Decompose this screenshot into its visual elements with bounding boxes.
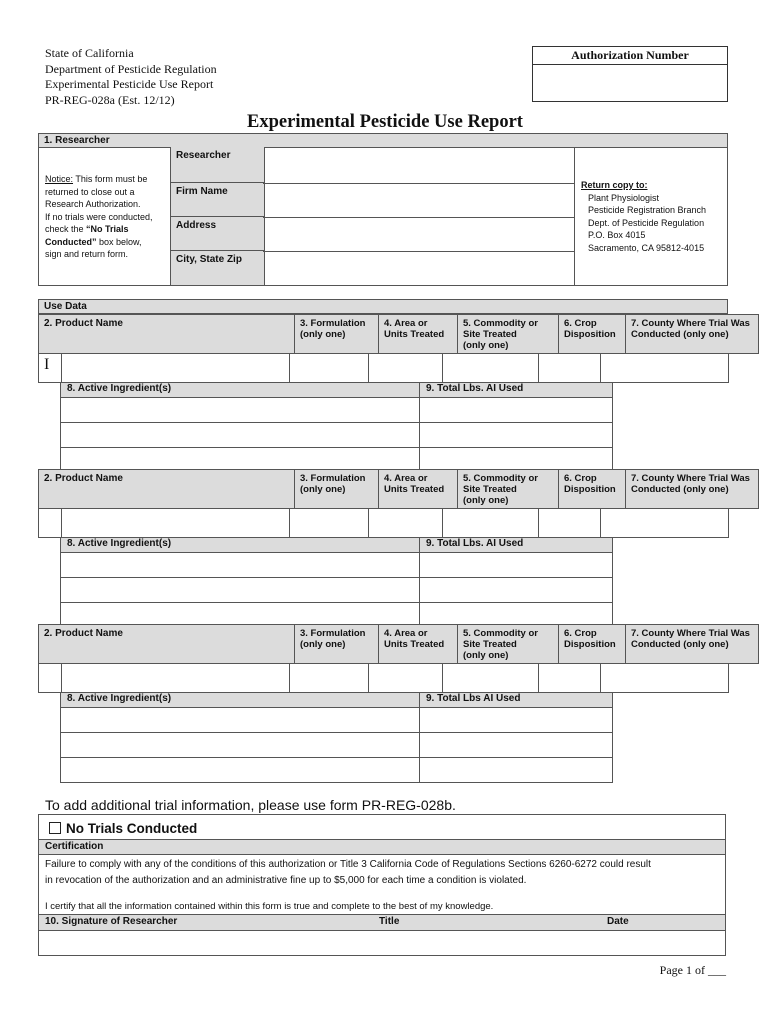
crop-header-line: Disposition	[564, 484, 616, 495]
signature-header	[39, 914, 725, 931]
formulation-header-line: 3. Formulation	[300, 473, 366, 484]
county-header	[626, 470, 759, 509]
form-title: Experimental Pesticide Use Report	[247, 112, 523, 132]
agency-header	[45, 46, 217, 108]
total-lbs-field[interactable]	[420, 553, 613, 578]
county-header	[626, 625, 759, 664]
active-ingredient-field[interactable]	[61, 423, 420, 448]
section-researcher-header: 1. Researcher	[38, 133, 728, 148]
product-name-header: 2. Product Name	[39, 315, 295, 354]
total-lbs-field[interactable]	[420, 758, 613, 783]
county-header-line: Conducted (only one)	[631, 639, 729, 650]
area-field[interactable]	[369, 509, 443, 538]
product-name-header: 2. Product Name	[39, 625, 295, 664]
authorization-number-label: Authorization Number	[533, 47, 727, 65]
product-name-field[interactable]	[62, 664, 290, 693]
commodity-header-line: Site Treated	[463, 484, 517, 495]
active-ingredient-table	[60, 382, 613, 473]
area-header-line: 4. Area or	[384, 318, 428, 329]
commodity-header	[458, 315, 559, 354]
commodity-header-line: (only one)	[463, 495, 509, 506]
crop-header-line: 6. Crop	[564, 628, 597, 639]
crop-disposition-header	[559, 470, 626, 509]
product-name-header: 2. Product Name	[39, 470, 295, 509]
cert-text-line: Failure to comply with any of the conditions of this authorization or Title 3 California Code of Regulations Sections 6260-6272 could result	[45, 859, 651, 870]
active-ingredient-field[interactable]	[61, 398, 420, 423]
city-state-zip-label: City, State Zip	[171, 251, 264, 285]
return-copy-address	[581, 179, 706, 254]
county-header-line: Conducted (only one)	[631, 329, 729, 340]
no-trials-label: No Trials Conducted	[66, 821, 198, 836]
address-field[interactable]	[263, 217, 574, 252]
signature-label: 10. Signature of Researcher	[45, 916, 178, 927]
county-header-line: Conducted (only one)	[631, 484, 729, 495]
total-lbs-field[interactable]	[420, 708, 613, 733]
formulation-header	[295, 315, 379, 354]
formulation-field[interactable]	[290, 509, 369, 538]
address-label: Address	[171, 217, 264, 251]
certification-section	[38, 814, 726, 956]
formulation-header-line: (only one)	[300, 484, 346, 495]
active-ingredient-header: 8. Active Ingredient(s)	[61, 693, 420, 708]
product-name-field[interactable]	[62, 509, 290, 538]
title-field[interactable]	[371, 930, 601, 955]
commodity-header-line: 5. Commodity or	[463, 473, 538, 484]
county-field[interactable]	[601, 664, 729, 693]
active-ingredient-field[interactable]	[61, 578, 420, 603]
product-header-row	[38, 624, 759, 664]
formulation-field[interactable]	[290, 354, 369, 383]
notice-line: box below,	[96, 236, 142, 247]
commodity-header-line: (only one)	[463, 340, 509, 351]
authorization-number-field[interactable]	[533, 65, 727, 103]
total-lbs-field[interactable]	[420, 423, 613, 448]
total-lbs-header: 9. Total Lbs. AI Used	[420, 383, 613, 398]
commodity-header-line: 5. Commodity or	[463, 318, 538, 329]
notice-bold: Conducted”	[45, 236, 97, 247]
formulation-header-line: (only one)	[300, 639, 346, 650]
return-line: P.O. Box 4015	[588, 230, 646, 240]
row-marker-cell	[39, 509, 62, 538]
return-line: Pesticide Registration Branch	[588, 205, 707, 215]
county-header-line: 7. County Where Trial Was	[631, 628, 750, 639]
notice-line: This form must be	[73, 174, 148, 184]
formulation-field[interactable]	[290, 664, 369, 693]
researcher-label: Researcher	[171, 147, 264, 183]
notice-line: Research Authorization.	[45, 199, 141, 209]
active-ingredient-field[interactable]	[61, 758, 420, 783]
no-trials-checkbox[interactable]	[49, 822, 61, 834]
commodity-header-line: Site Treated	[463, 639, 517, 650]
header-line: State of California	[45, 46, 134, 60]
formulation-header	[295, 625, 379, 664]
formulation-header-line: (only one)	[300, 329, 346, 340]
active-ingredient-table	[60, 537, 613, 628]
notice-heading: Notice:	[45, 174, 74, 184]
no-trials-row	[39, 815, 725, 840]
area-header-line: 4. Area or	[384, 473, 428, 484]
city-state-zip-field[interactable]	[263, 251, 574, 285]
firm-name-label: Firm Name	[171, 183, 264, 217]
authorization-number-box	[532, 46, 728, 102]
total-lbs-field[interactable]	[420, 578, 613, 603]
area-header-line: Units Treated	[384, 329, 445, 340]
crop-disposition-field[interactable]	[539, 509, 601, 538]
crop-header-line: Disposition	[564, 639, 616, 650]
certification-text	[45, 857, 721, 888]
formulation-header	[295, 470, 379, 509]
area-field[interactable]	[369, 354, 443, 383]
cert-text-line: in revocation of the authorization and an administrative fine up to $5,000 for each time a condition is violated.	[45, 874, 527, 886]
crop-disposition-field[interactable]	[539, 354, 601, 383]
total-lbs-header: 9. Total Lbs. AI Used	[420, 538, 613, 553]
return-line: Dept. of Pesticide Regulation	[588, 217, 705, 228]
additional-info-note: To add additional trial information, please use form PR-REG-028b.	[45, 797, 456, 813]
total-lbs-field[interactable]	[420, 398, 613, 423]
title-label: Title	[379, 916, 400, 927]
commodity-field[interactable]	[443, 354, 539, 383]
active-ingredient-header: 8. Active Ingredient(s)	[61, 383, 420, 398]
crop-disposition-header	[559, 315, 626, 354]
notice-line: returned to close out a	[45, 186, 135, 197]
area-header	[379, 470, 458, 509]
commodity-field[interactable]	[443, 664, 539, 693]
area-header	[379, 315, 458, 354]
area-header	[379, 625, 458, 664]
county-field[interactable]	[601, 509, 729, 538]
active-ingredient-field[interactable]	[61, 708, 420, 733]
crop-header-line: Disposition	[564, 329, 616, 340]
header-line: Department of Pesticide Regulation	[45, 61, 217, 76]
active-ingredient-header: 8. Active Ingredient(s)	[61, 538, 420, 553]
county-header-line: 7. County Where Trial Was	[631, 318, 750, 329]
product-input-row	[38, 353, 729, 383]
commodity-header	[458, 470, 559, 509]
notice-line: If no trials were conducted,	[45, 211, 153, 222]
row-marker: I	[44, 356, 50, 373]
county-field[interactable]	[601, 354, 729, 383]
page-number: Page 1 of ___	[659, 963, 726, 977]
product-input-row	[38, 508, 729, 538]
crop-header-line: 6. Crop	[564, 473, 597, 484]
total-lbs-header: 9. Total Lbs AI Used	[420, 693, 613, 708]
crop-disposition-field[interactable]	[539, 664, 601, 693]
area-header-line: Units Treated	[384, 484, 445, 495]
commodity-header	[458, 625, 559, 664]
return-copy-heading: Return copy to:	[581, 180, 648, 190]
total-lbs-field[interactable]	[420, 733, 613, 758]
researcher-field[interactable]	[263, 147, 574, 184]
formulation-header-line: 3. Formulation	[300, 318, 366, 329]
product-input-row	[38, 663, 729, 693]
product-name-field[interactable]	[62, 354, 290, 383]
return-line: Sacramento, CA 95812-4015	[588, 242, 705, 253]
return-line: Plant Physiologist	[588, 192, 660, 203]
crop-disposition-header	[559, 625, 626, 664]
row-marker-cell	[39, 354, 62, 383]
county-header-line: 7. County Where Trial Was	[631, 473, 750, 484]
area-header-line: 4. Area or	[384, 628, 428, 639]
notice-line: check the	[45, 224, 87, 234]
product-header-row	[38, 469, 759, 509]
commodity-header-line: 5. Commodity or	[463, 628, 538, 639]
date-field[interactable]	[601, 930, 725, 955]
commodity-header-line: (only one)	[463, 650, 509, 661]
use-data-header: Use Data	[38, 299, 728, 314]
firm-name-field[interactable]	[263, 183, 574, 218]
header-line: PR-REG-028a (Est. 12/12)	[45, 92, 175, 107]
row-marker-cell	[39, 664, 62, 693]
crop-header-line: 6. Crop	[564, 318, 597, 329]
commodity-header-line: Site Treated	[463, 329, 517, 340]
notice-line: sign and return form.	[45, 249, 129, 259]
notice-bold: “No Trials	[86, 224, 129, 234]
notice-text	[45, 173, 170, 261]
researcher-section	[38, 147, 728, 286]
active-ingredient-table	[60, 692, 613, 783]
certification-label: Certification	[39, 840, 725, 855]
commodity-field[interactable]	[443, 509, 539, 538]
county-header	[626, 315, 759, 354]
product-header-row	[38, 314, 759, 354]
active-ingredient-field[interactable]	[61, 553, 420, 578]
formulation-header-line: 3. Formulation	[300, 628, 366, 639]
active-ingredient-field[interactable]	[61, 733, 420, 758]
date-label: Date	[607, 916, 629, 927]
header-line: Experimental Pesticide Use Report	[45, 77, 214, 91]
area-field[interactable]	[369, 664, 443, 693]
signature-field[interactable]	[39, 930, 369, 955]
area-header-line: Units Treated	[384, 639, 445, 650]
certify-statement: I certify that all the information contained within this form is true and complete to the best of my knowledge.	[45, 901, 494, 912]
